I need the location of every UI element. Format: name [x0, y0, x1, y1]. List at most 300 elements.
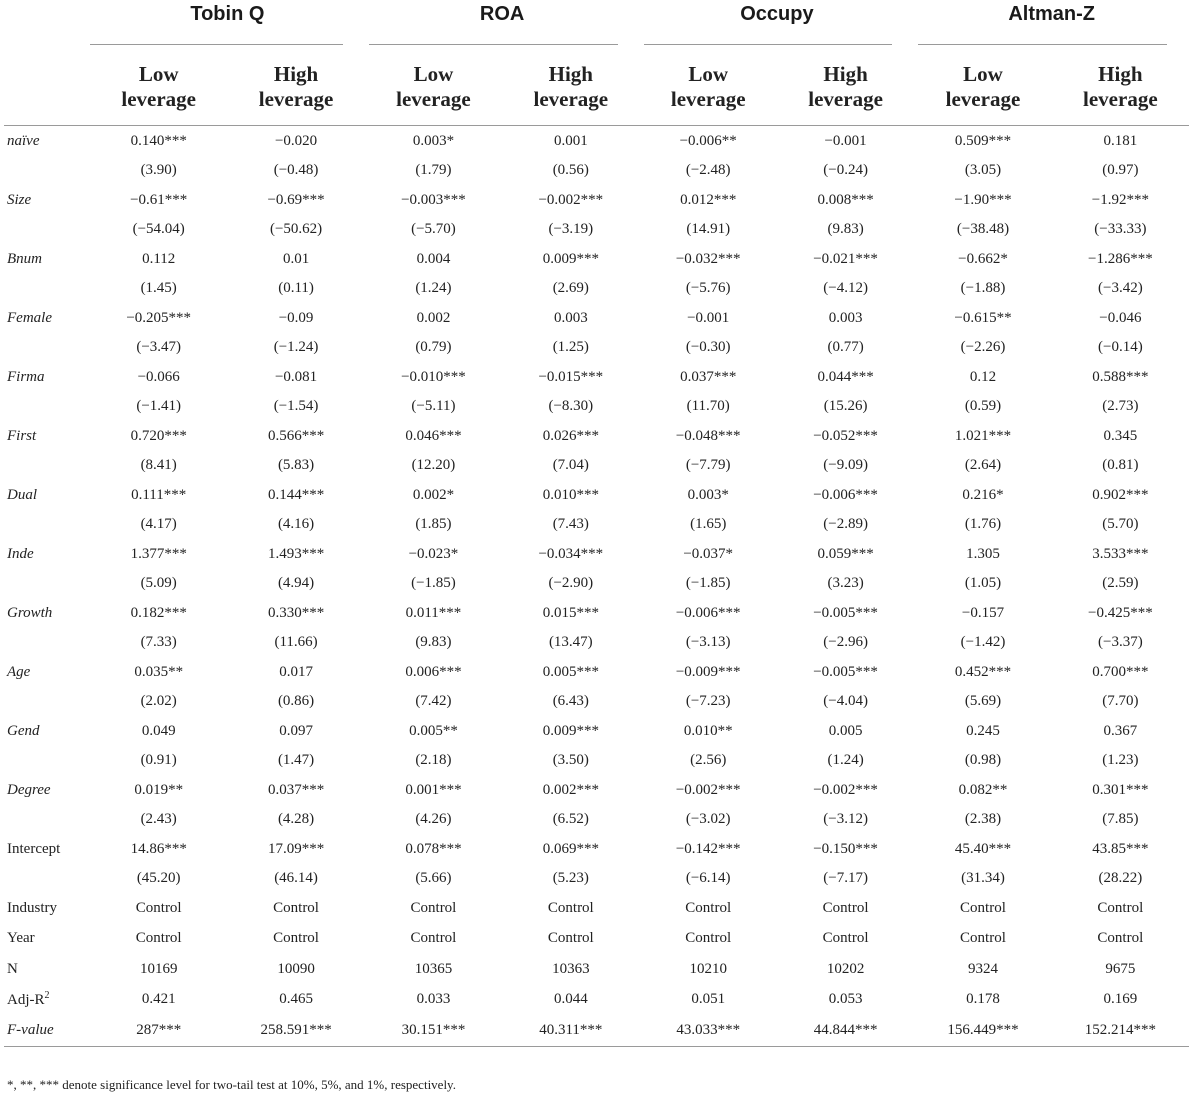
row-label-empty [4, 628, 90, 657]
coefficient-cell: −0.69*** [267, 191, 325, 208]
coefficient-cell: 0.566*** [267, 427, 325, 444]
t-statistic-cell: (0.79) [415, 339, 452, 355]
t-statistic-cell: (1.24) [827, 752, 864, 768]
coefficient-cell: 0.700*** [1092, 663, 1149, 680]
t-statistic-cell: (3.05) [964, 162, 1002, 178]
t-statistic-cell: (4.26) [415, 811, 452, 827]
coefficient-cell: 0.011*** [405, 604, 462, 621]
stat-row [4, 1015, 1189, 1046]
stat-value-cell: Control [822, 930, 869, 947]
row-label-empty [4, 451, 90, 480]
row-label-year [4, 924, 90, 955]
coefficient-cell: 0.035** [134, 663, 184, 680]
coefficient-cell: 0.452*** [954, 663, 1012, 680]
coefficient-cell: −0.425*** [1087, 604, 1153, 621]
coefficient-cell: −0.61*** [130, 191, 188, 208]
coefficient-cell: 0.001 [553, 132, 588, 149]
t-statistic-cell: (12.20) [411, 457, 456, 473]
t-statistic-cell: (5.09) [140, 575, 177, 591]
coefficient-cell: −0.046 [1099, 309, 1142, 326]
t-statistic-cell: (3.90) [140, 162, 177, 178]
stat-value-cell: Control [135, 899, 182, 916]
stat-value-cell: 258.591*** [227, 1015, 364, 1046]
group-rule [90, 41, 365, 49]
t-statistic-row [4, 864, 1189, 893]
coefficient-cell: 0.003* [412, 132, 455, 149]
stat-value-cell: Control [822, 899, 869, 916]
coefficient-cell: 0.720*** [130, 427, 187, 444]
stat-value-cell: Control [1097, 930, 1144, 947]
stat-value-cell: Control [135, 930, 182, 947]
coefficient-row [4, 480, 1189, 510]
t-statistic-cell: (−38.48) [956, 221, 1010, 237]
group-header-tobin-q: Tobin Q [190, 3, 265, 25]
t-statistic-cell: (11.66) [274, 634, 318, 650]
coefficient-cell: 0.010*** [542, 486, 599, 503]
stat-value-cell: 43.033*** [640, 1015, 777, 1046]
coefficient-cell: −0.052*** [813, 427, 878, 444]
t-statistic-cell: (1.45) [140, 280, 177, 296]
t-statistic-cell: (−5.11) [411, 398, 456, 414]
coefficient-cell: −0.005*** [813, 604, 878, 621]
coefficient-cell: −0.006** [679, 132, 737, 149]
t-statistic-cell: (8.41) [140, 457, 177, 473]
coefficient-cell: 0.017 [279, 663, 313, 680]
group-rule-row [4, 41, 1189, 49]
t-statistic-cell: (4.28) [277, 811, 315, 827]
coefficient-cell: 0.01 [282, 250, 310, 267]
coefficient-cell: −0.006*** [675, 604, 741, 621]
coefficient-cell: 0.182*** [130, 604, 187, 621]
t-statistic-cell: (1.47) [277, 752, 315, 768]
coefficient-row [4, 539, 1189, 569]
stat-row [4, 985, 1189, 1016]
t-statistic-cell: (−3.19) [548, 221, 594, 237]
t-statistic-cell: (9.83) [827, 221, 864, 237]
coefficient-cell: 0.006*** [405, 663, 462, 680]
row-label-gend: Gend [7, 722, 40, 739]
t-statistic-row [4, 451, 1189, 480]
stat-row [4, 924, 1189, 955]
t-statistic-cell: (4.16) [277, 516, 315, 532]
coefficient-cell: 0.002*** [542, 781, 599, 798]
coefficient-cell: 0.245 [966, 722, 1000, 739]
t-statistic-cell: (2.64) [964, 457, 1002, 473]
coefficient-cell: −0.015*** [538, 368, 604, 385]
t-statistic-cell: (7.70) [1102, 693, 1139, 709]
stat-value-cell: 10363 [552, 960, 590, 977]
stat-row [4, 954, 1189, 985]
t-statistic-cell: (15.26) [823, 398, 868, 414]
coefficient-row [4, 716, 1189, 746]
coefficient-cell: 1.021*** [954, 427, 1012, 444]
t-statistic-cell: (−1.85) [411, 575, 456, 591]
t-statistic-cell: (1.85) [415, 516, 452, 532]
group-header-roa: ROA [479, 3, 525, 25]
row-label-text: N [7, 960, 18, 977]
stat-value-cell: Control [410, 899, 457, 916]
subheader-corner [4, 49, 90, 126]
stat-value-cell: 9324 [967, 960, 998, 977]
subheader-low-leverage: Low leverage [365, 49, 502, 126]
t-statistic-cell: (−1.24) [273, 339, 319, 355]
subheader-high-leverage: High leverage [502, 49, 639, 126]
t-statistic-cell: (−8.30) [548, 398, 594, 414]
t-statistic-cell: (0.56) [552, 162, 589, 178]
coefficient-cell: 0.044*** [817, 368, 874, 385]
row-label-dual: Dual [7, 486, 37, 503]
group-header-row [4, 0, 1189, 41]
stat-value-cell: 9675 [1105, 960, 1136, 977]
t-statistic-cell: (−3.37) [1098, 634, 1143, 650]
coefficient-cell: −0.002*** [538, 191, 604, 208]
coefficient-cell: 0.367 [1103, 722, 1138, 739]
t-statistic-cell: (2.38) [964, 811, 1002, 827]
t-statistic-cell: (1.65) [690, 516, 727, 532]
t-statistic-row [4, 392, 1189, 421]
t-statistic-cell: (−0.24) [823, 162, 868, 178]
row-label-text: Industry [7, 899, 57, 916]
t-statistic-row [4, 628, 1189, 657]
coefficient-cell: 14.86*** [130, 840, 187, 857]
row-label-female: Female [7, 309, 52, 326]
coefficient-cell: −0.142*** [675, 840, 741, 857]
row-label-text: Year [7, 930, 35, 947]
t-statistic-cell: (−1.88) [960, 280, 1006, 296]
coefficient-cell: −1.286*** [1087, 250, 1153, 267]
t-statistic-cell: (2.56) [690, 752, 727, 768]
coefficient-cell: 0.345 [1103, 427, 1138, 444]
t-statistic-cell: (−2.48) [685, 162, 731, 178]
coefficient-cell: 45.40*** [954, 840, 1012, 857]
stat-value-cell: 10210 [689, 960, 727, 977]
group-header-occupy: Occupy [740, 3, 814, 25]
t-statistic-cell: (−3.13) [685, 634, 731, 650]
coefficient-cell: 0.005 [828, 722, 863, 739]
coefficient-row [4, 421, 1189, 451]
coefficient-cell: −0.032*** [675, 250, 741, 267]
subheader-high-leverage: High leverage [777, 49, 914, 126]
t-statistic-cell: (−1.85) [685, 575, 731, 591]
coefficient-cell: 3.533*** [1092, 545, 1149, 562]
coefficient-cell: −0.002*** [675, 781, 741, 798]
stat-value-cell: 10365 [414, 960, 453, 977]
subheader-low-leverage: Low leverage [90, 49, 227, 126]
coefficient-cell: 0.588*** [1092, 368, 1149, 385]
coefficient-cell: 43.85*** [1092, 840, 1149, 857]
t-statistic-cell: (−9.09) [823, 457, 868, 473]
stat-value-cell: 156.449*** [914, 1015, 1051, 1046]
coefficient-cell: 0.330*** [267, 604, 325, 621]
t-statistic-cell: (−1.42) [960, 634, 1006, 650]
row-label-empty [4, 215, 90, 244]
t-statistic-cell: (2.18) [415, 752, 452, 768]
row-label-empty [4, 274, 90, 303]
coefficient-row [4, 185, 1189, 215]
coefficient-cell: 0.144*** [267, 486, 325, 503]
t-statistic-cell: (0.86) [277, 693, 315, 709]
row-label-empty [4, 687, 90, 716]
stat-row [4, 893, 1189, 924]
row-label-text: Adj-R [7, 992, 45, 1009]
t-statistic-cell: (−3.12) [823, 811, 868, 827]
subheader-high-leverage: High leverage [227, 49, 364, 126]
t-statistic-cell: (45.20) [136, 870, 181, 886]
coefficient-cell: 0.049 [141, 722, 176, 739]
coefficient-cell: 0.301*** [1092, 781, 1149, 798]
t-statistic-cell: (5.66) [415, 870, 452, 886]
row-label-empty [4, 392, 90, 421]
coefficient-cell: 17.09*** [267, 840, 325, 857]
coefficient-cell: −0.150*** [813, 840, 878, 857]
t-statistic-cell: (−6.14) [685, 870, 731, 886]
t-statistic-cell: (7.43) [552, 516, 589, 532]
coefficient-cell: 0.097 [279, 722, 313, 739]
coefficient-cell: −0.048*** [675, 427, 741, 444]
t-statistic-row [4, 156, 1189, 185]
t-statistic-cell: (−5.76) [685, 280, 731, 296]
t-statistic-cell: (−4.04) [823, 693, 868, 709]
coefficient-cell: 0.037*** [680, 368, 737, 385]
coefficient-cell: 0.009*** [542, 250, 599, 267]
t-statistic-cell: (7.42) [415, 693, 452, 709]
coefficient-cell: 0.012*** [680, 191, 737, 208]
row-label-degree: Degree [7, 781, 51, 798]
stat-value-cell: 30.151*** [365, 1015, 502, 1046]
coefficient-cell: 0.140*** [130, 132, 187, 149]
t-statistic-cell: (1.24) [415, 280, 452, 296]
stat-value-cell: 10169 [139, 960, 178, 977]
row-label-text: F-value [7, 1021, 54, 1038]
coefficient-row [4, 244, 1189, 274]
coefficient-cell: −0.001 [824, 132, 867, 149]
coefficient-cell: 0.004 [416, 250, 451, 267]
coefficient-cell: −0.066 [137, 368, 180, 385]
t-statistic-cell: (28.22) [1098, 870, 1143, 886]
coefficient-row [4, 303, 1189, 333]
t-statistic-cell: (−3.42) [1098, 280, 1143, 296]
t-statistic-cell: (0.59) [964, 398, 1002, 414]
t-statistic-cell: (3.50) [552, 752, 589, 768]
t-statistic-cell: (5.83) [277, 457, 315, 473]
t-statistic-cell: (7.85) [1102, 811, 1139, 827]
row-label-empty [4, 805, 90, 834]
t-statistic-cell: (5.23) [552, 870, 589, 886]
t-statistic-cell: (−50.62) [269, 221, 323, 237]
row-label-na-ve: naïve [7, 132, 40, 149]
coefficient-cell: 0.008*** [817, 191, 874, 208]
row-label-age: Age [7, 663, 31, 680]
t-statistic-cell: (1.25) [552, 339, 589, 355]
t-statistic-cell: (−3.47) [136, 339, 182, 355]
row-label-inde: Inde [7, 545, 34, 562]
stat-value-cell: 40.311*** [502, 1015, 639, 1046]
coefficient-cell: 0.059*** [817, 545, 874, 562]
coefficient-cell: 0.111*** [131, 486, 187, 503]
t-statistic-cell: (−1.54) [273, 398, 319, 414]
coefficient-cell: −0.002*** [813, 781, 878, 798]
stat-value-cell: Control [547, 930, 594, 947]
t-statistic-cell: (−0.48) [273, 162, 319, 178]
row-label-n [4, 954, 90, 985]
t-statistic-cell: (6.52) [552, 811, 589, 827]
subheader-low-leverage: Low leverage [640, 49, 777, 126]
regression-table [4, 0, 1189, 1047]
coefficient-cell: 0.181 [1103, 132, 1138, 149]
t-statistic-cell: (−4.12) [823, 280, 868, 296]
group-rule [365, 41, 640, 49]
coefficient-cell: 0.001*** [405, 781, 462, 798]
t-statistic-cell: (1.79) [415, 162, 452, 178]
coefficient-cell: 0.069*** [542, 840, 599, 857]
coefficient-cell: −1.92*** [1091, 191, 1149, 208]
subgroup-header-row [4, 49, 1189, 126]
stat-value-cell: 10202 [826, 960, 865, 977]
coefficient-cell: −0.157 [961, 604, 1005, 621]
coefficient-cell: −0.09 [278, 309, 314, 326]
t-statistic-cell: (0.11) [278, 280, 314, 296]
t-statistic-row [4, 333, 1189, 362]
t-statistic-cell: (0.97) [1102, 162, 1139, 178]
coefficient-row [4, 657, 1189, 687]
coefficient-cell: −1.90*** [954, 191, 1012, 208]
t-statistic-cell: (0.81) [1102, 457, 1139, 473]
coefficient-row [4, 362, 1189, 392]
t-statistic-cell: (−0.30) [685, 339, 731, 355]
coefficient-cell: −0.010*** [401, 368, 466, 385]
coefficient-row [4, 775, 1189, 805]
row-label-firma: Firma [7, 368, 45, 385]
t-statistic-cell: (−7.23) [685, 693, 731, 709]
t-statistic-cell: (2.69) [552, 280, 589, 296]
coefficient-cell: 0.112 [142, 250, 176, 267]
stat-value-cell: Control [960, 899, 1006, 916]
t-statistic-cell: (9.83) [415, 634, 452, 650]
t-statistic-cell: (5.69) [964, 693, 1002, 709]
table-header [4, 0, 1189, 126]
group-header-altman-z: Altman-Z [1008, 3, 1095, 25]
t-statistic-cell: (−2.96) [823, 634, 868, 650]
t-statistic-row [4, 805, 1189, 834]
t-statistic-cell: (1.23) [1102, 752, 1139, 768]
table-body [4, 126, 1189, 1047]
row-label-bnum: Bnum [7, 250, 42, 267]
coefficient-cell: −0.662* [958, 250, 1008, 267]
t-statistic-cell: (−0.14) [1098, 339, 1143, 355]
coefficient-cell: 0.019** [134, 781, 184, 798]
t-statistic-cell: (−2.90) [548, 575, 594, 591]
row-label-intercept: Intercept [7, 840, 61, 857]
stat-value-cell: Control [685, 899, 732, 916]
t-statistic-cell: (0.91) [140, 752, 177, 768]
coefficient-cell: −0.001 [687, 309, 730, 326]
t-statistic-row [4, 510, 1189, 539]
row-label-industry [4, 893, 90, 924]
coefficient-row [4, 126, 1189, 157]
row-label-empty [4, 569, 90, 598]
row-label-adj-r [4, 985, 90, 1016]
coefficient-cell: 0.216* [962, 486, 1004, 503]
coefficient-cell: 0.078*** [405, 840, 462, 857]
coefficient-cell: 0.902*** [1092, 486, 1149, 503]
coefficient-cell: −0.037* [683, 545, 734, 562]
stat-value-cell: Control [273, 930, 319, 947]
stat-value-cell: 287*** [90, 1015, 227, 1046]
stat-value-cell: 0.169 [1103, 991, 1138, 1008]
t-statistic-cell: (2.43) [140, 811, 177, 827]
t-statistic-cell: (−54.04) [132, 221, 185, 237]
coefficient-cell: 0.010** [683, 722, 733, 739]
coefficient-cell: 0.015*** [542, 604, 599, 621]
t-statistic-cell: (7.04) [552, 457, 589, 473]
t-statistic-cell: (−2.26) [960, 339, 1006, 355]
t-statistic-row [4, 687, 1189, 716]
t-statistic-cell: (46.14) [274, 870, 318, 886]
coefficient-cell: 0.003 [828, 309, 863, 326]
t-statistic-cell: (7.33) [140, 634, 177, 650]
t-statistic-cell: (2.59) [1102, 575, 1139, 591]
row-label-empty [4, 510, 90, 539]
t-statistic-cell: (−5.70) [411, 221, 456, 237]
coefficient-cell: 1.377*** [130, 545, 187, 562]
coefficient-cell: −0.020 [274, 132, 318, 149]
t-statistic-cell: (1.76) [964, 516, 1002, 532]
subheader-high-leverage: High leverage [1052, 49, 1189, 126]
stat-value-cell: 0.051 [691, 991, 726, 1008]
t-statistic-cell: (1.05) [964, 575, 1002, 591]
group-rule [914, 41, 1189, 49]
subheader-low-leverage: Low leverage [914, 49, 1051, 126]
coefficient-cell: 0.002 [416, 309, 451, 326]
stat-value-cell: 0.421 [141, 991, 176, 1008]
t-statistic-cell: (0.77) [827, 339, 864, 355]
stat-value-cell: Control [1097, 899, 1144, 916]
stat-value-cell: Control [547, 899, 594, 916]
stat-value-cell: 0.044 [553, 991, 588, 1008]
t-statistic-cell: (−7.79) [685, 457, 731, 473]
t-statistic-cell: (13.47) [548, 634, 593, 650]
stat-value-cell: 10090 [277, 960, 315, 977]
t-statistic-cell: (0.98) [964, 752, 1002, 768]
coefficient-cell: 0.003 [553, 309, 588, 326]
stat-value-cell: 152.214*** [1052, 1015, 1189, 1046]
coefficient-cell: 1.305 [966, 545, 1000, 562]
coefficient-cell: 0.082** [958, 781, 1008, 798]
stat-value-cell: Control [960, 930, 1006, 947]
t-statistic-row [4, 215, 1189, 244]
row-label-superscript: 2 [44, 990, 50, 1002]
row-label-f-value [4, 1015, 90, 1046]
t-statistic-row [4, 746, 1189, 775]
row-label-first: First [7, 427, 37, 444]
t-statistic-cell: (3.23) [827, 575, 864, 591]
coefficient-cell: 0.12 [969, 368, 997, 385]
t-statistic-cell: (4.17) [140, 516, 177, 532]
t-statistic-cell: (31.34) [961, 870, 1005, 886]
t-statistic-row [4, 569, 1189, 598]
stat-value-cell: Control [410, 930, 457, 947]
coefficient-cell: 0.509*** [954, 132, 1012, 149]
coefficient-cell: −0.006*** [813, 486, 878, 503]
coefficient-cell: −0.003*** [401, 191, 466, 208]
t-statistic-cell: (6.43) [552, 693, 589, 709]
coefficient-cell: 0.026*** [542, 427, 599, 444]
t-statistic-cell: (5.70) [1102, 516, 1139, 532]
coefficient-cell: −0.023* [408, 545, 459, 562]
stat-value-cell: Control [685, 930, 732, 947]
coefficient-cell: 0.002* [412, 486, 455, 503]
group-rule [640, 41, 915, 49]
